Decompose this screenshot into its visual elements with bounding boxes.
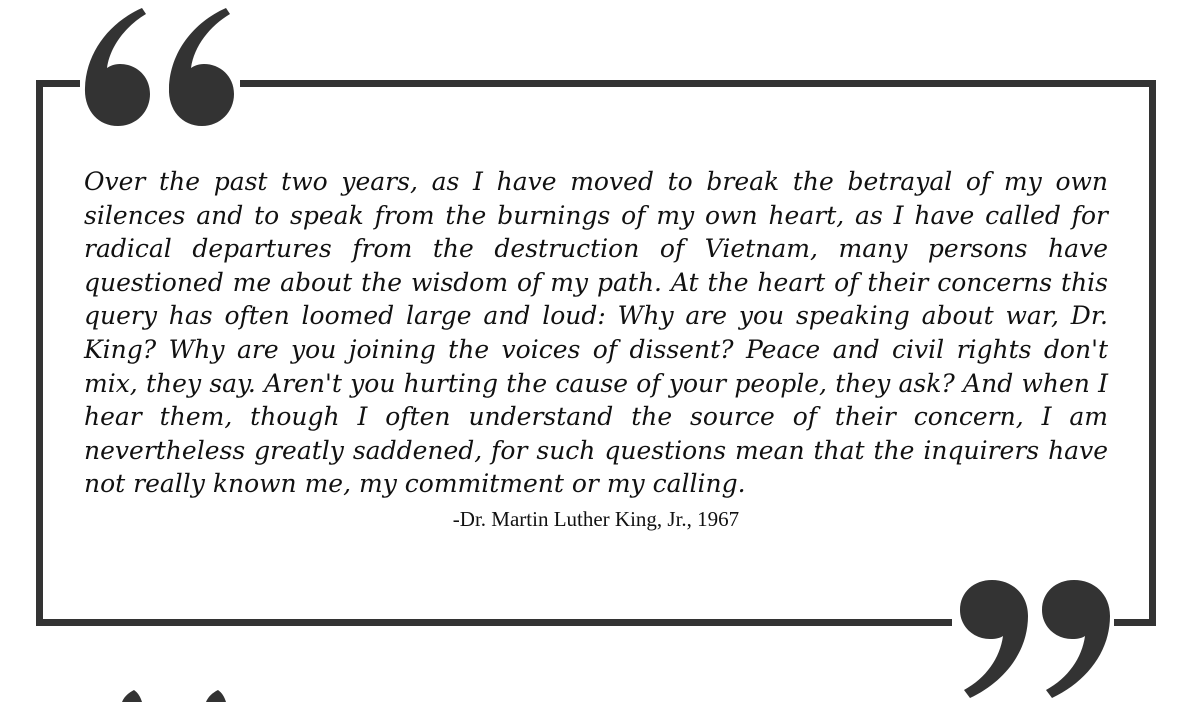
close-quote-icon	[952, 576, 1114, 702]
partial-quote-icon	[112, 690, 242, 702]
quote-attribution: -Dr. Martin Luther King, Jr., 1967	[452, 507, 740, 531]
quote-text: Over the past two years, as I have moved to break the betrayal of my own silences and to speak from the burnings of my own heart, as I have called for radical departures from the destruction of Vietnam, many persons have questioned me about the wisdom of my path. At the heart of their concerns this query has often loomed large and loud: Why are you speaking about war, Dr. King? Why are you joining the voices of dissent? Peace and civil rights don't mix, they say. Aren't you hurting the cause of your people, they ask? And when I hear them, though I often understand the source of their concern, I am nevertheless greatly saddened, for such questions mean that the inquirers have not really known me, my commitment or my calling.	[84, 167, 1108, 499]
open-quote-icon	[80, 0, 240, 130]
